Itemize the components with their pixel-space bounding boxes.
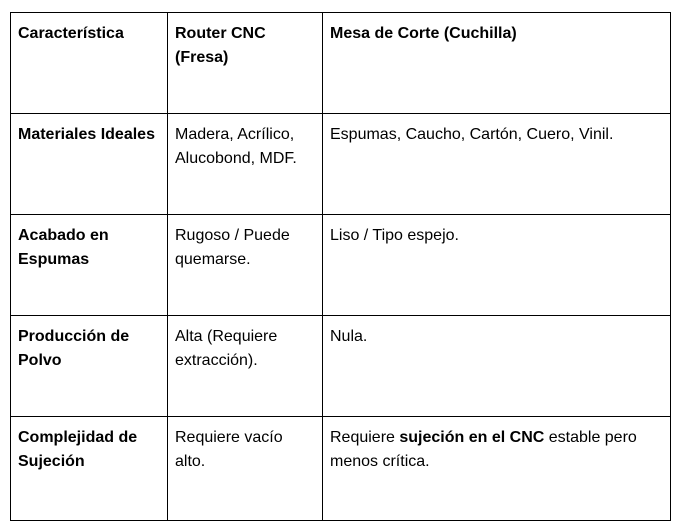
cell-mesa-materiales: Espumas, Caucho, Cartón, Cuero, Vinil. [323,114,671,215]
header-row [11,13,671,114]
row-label-acabado: Acabado en Espumas [11,215,168,316]
cell-router-materiales: Madera, Acrílico, Alucobond, MDF. [168,114,323,215]
header-router-cnc: Router CNC (Fresa) [168,13,323,114]
table-row [11,215,671,316]
cell-router-acabado: Rugoso / Puede quemarse. [168,215,323,316]
cell-mesa-acabado: Liso / Tipo espejo. [323,215,671,316]
comparison-table [10,12,671,521]
header-caracteristica: Característica [11,13,168,114]
cell-router-sujecion: Requiere vacío alto. [168,417,323,521]
cell-router-polvo: Alta (Requiere extracción). [168,316,323,417]
cell-mesa-sujecion [323,417,671,521]
row-label-materiales: Materiales Ideales [11,114,168,215]
row-label-polvo: Producción de Polvo [11,316,168,417]
header-mesa-de-corte: Mesa de Corte (Cuchilla) [323,13,671,114]
mesa-sujecion-bold: sujeción en el CNC [399,429,545,446]
table-row [11,417,671,521]
mesa-sujecion-post: estable pero menos crítica. [330,429,637,470]
row-label-sujecion: Complejidad de Sujeción [11,417,168,521]
table-row [11,114,671,215]
cell-mesa-polvo: Nula. [323,316,671,417]
table-row [11,316,671,417]
mesa-sujecion-pre: Requiere [330,429,400,446]
